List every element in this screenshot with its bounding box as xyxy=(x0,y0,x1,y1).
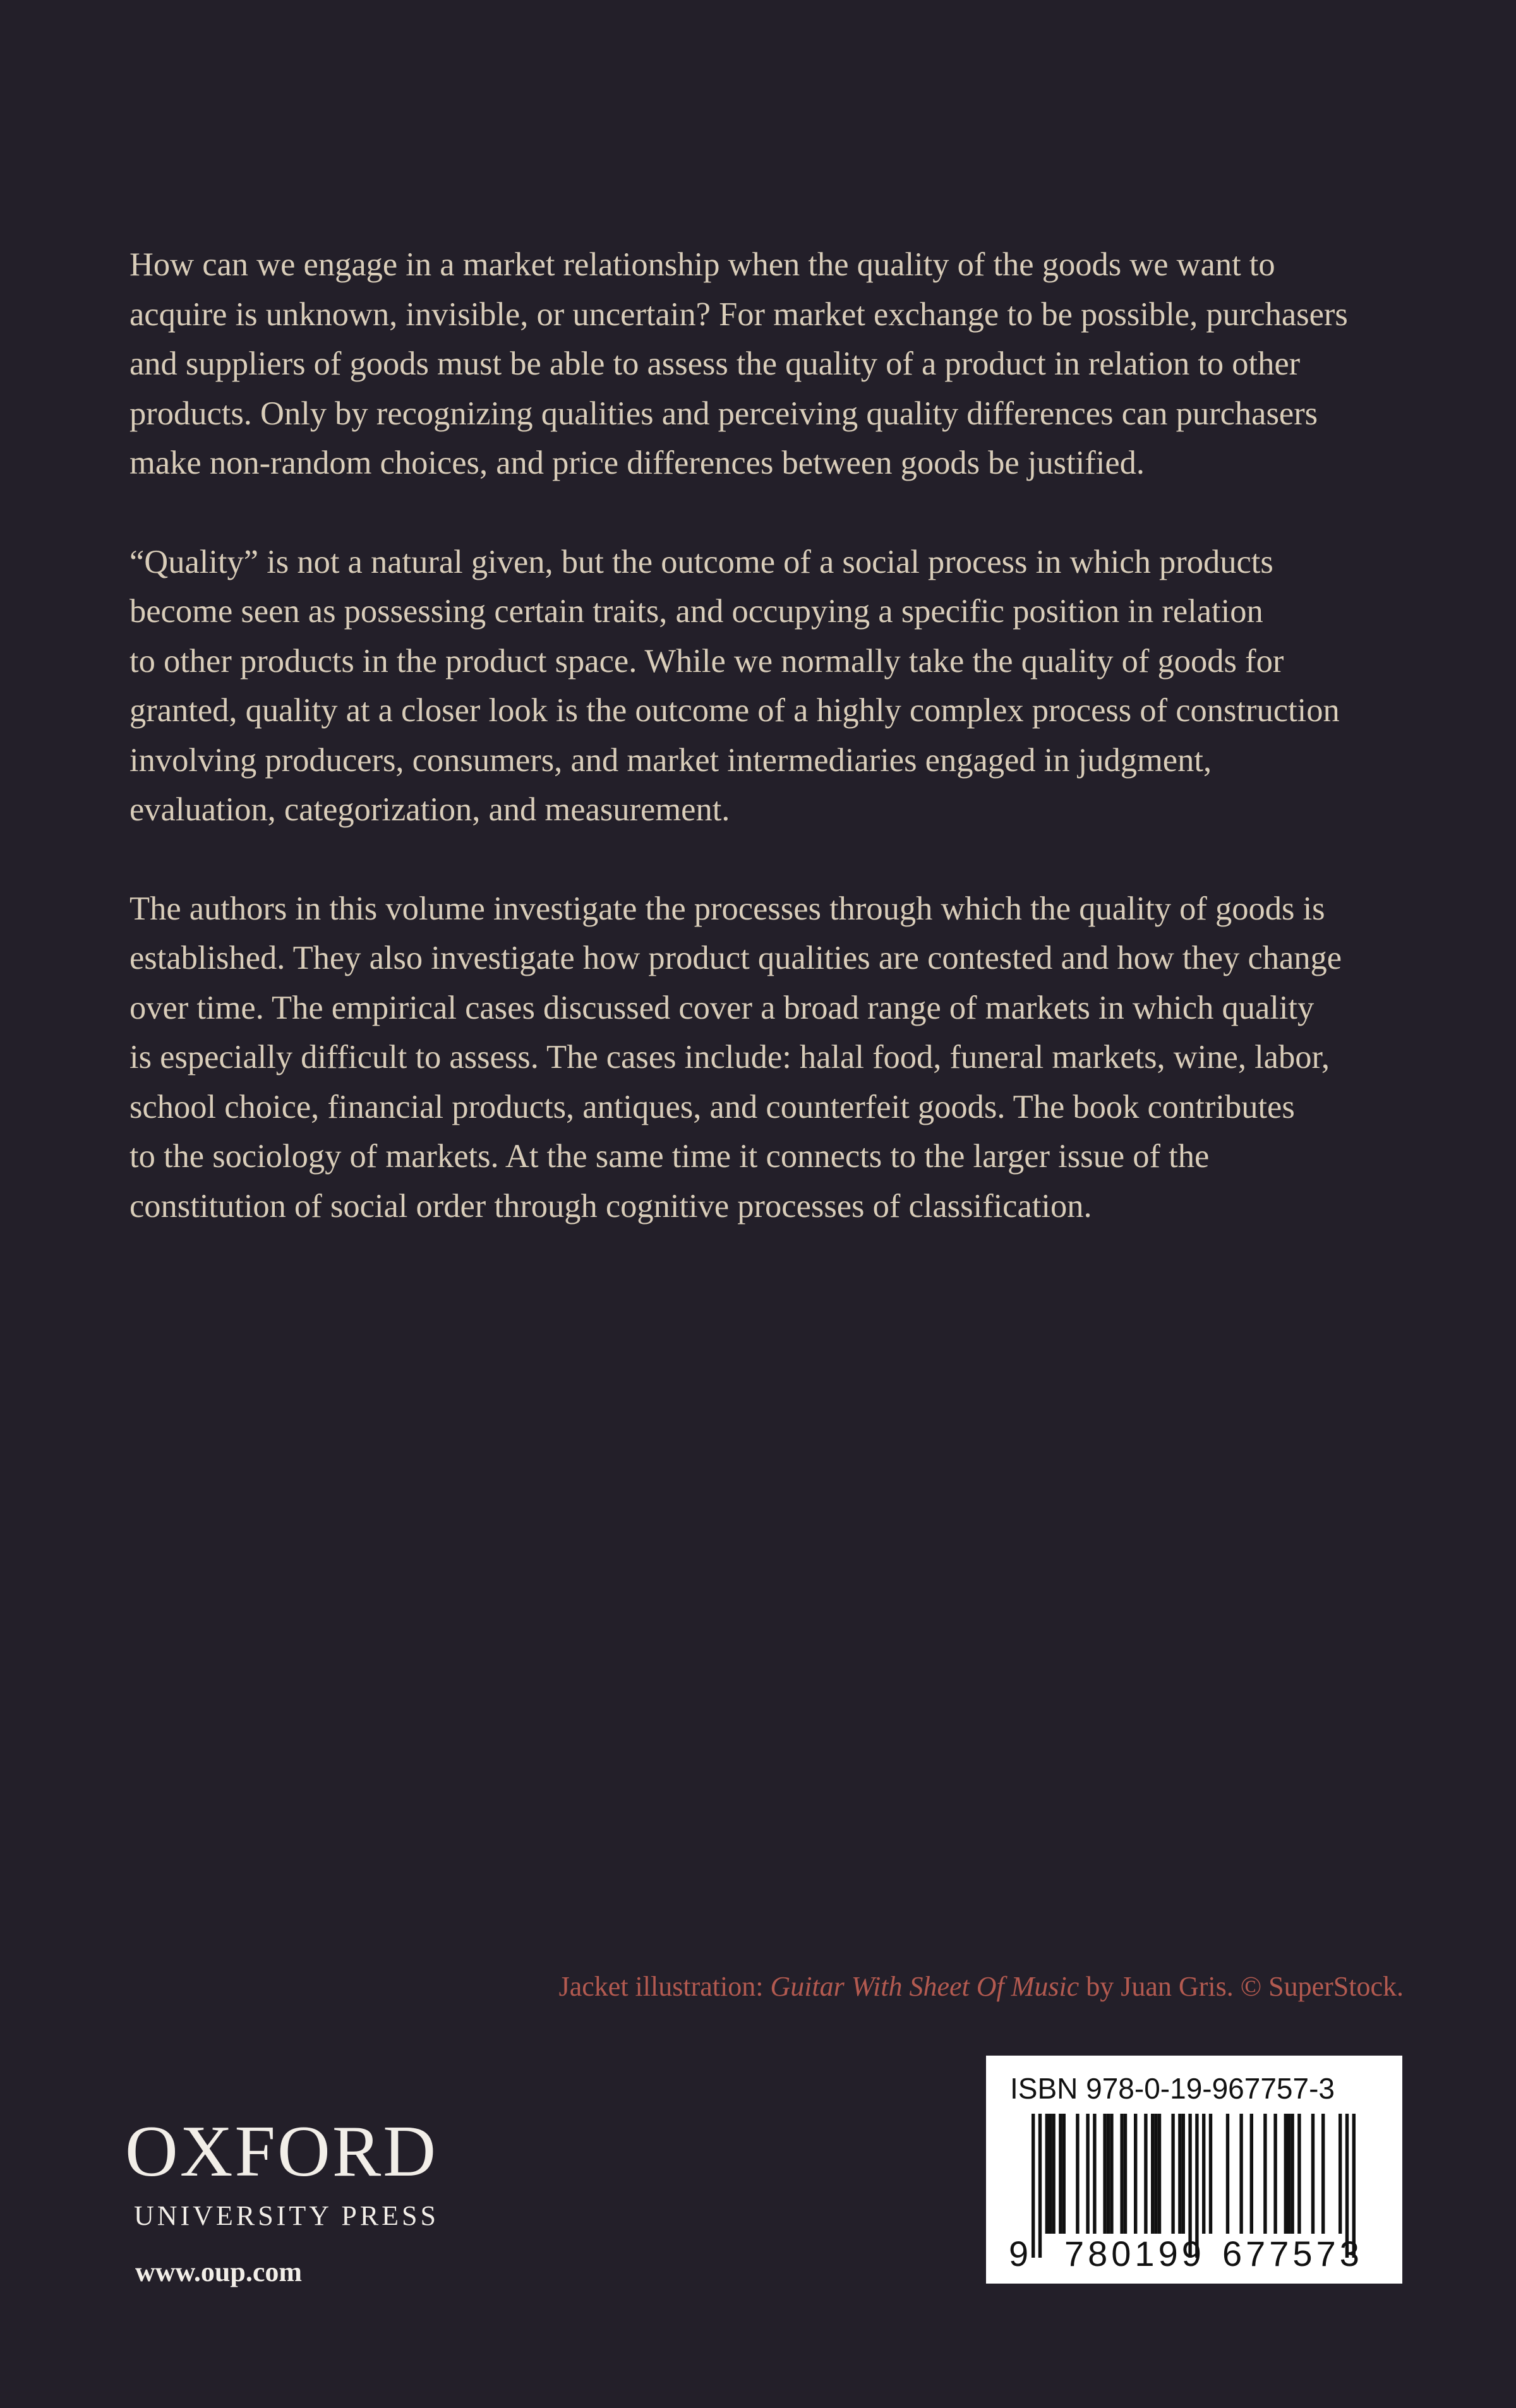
barcode-bar xyxy=(1086,2114,1089,2234)
barcode-bar xyxy=(1209,2114,1212,2234)
barcode-lead-digit: 9 xyxy=(1009,2234,1033,2273)
barcode-bar xyxy=(1171,2114,1174,2234)
barcode-bar xyxy=(1038,2114,1042,2258)
barcode-bar xyxy=(1045,2114,1049,2234)
blurb-paragraph-1: How can we engage in a market relationship when the quality of the goods we want to acquire is unknown, invisible, or uncertain? For market exchange to be possible, purchasers and suppliers of goods must be able to assess the quality of a product in relation to other products. Only by recognizing qualities and perceiving quality differences can purchasers make non-random choices, and price differences between goods be justified. xyxy=(129,246,1348,481)
isbn-barcode xyxy=(986,2056,1402,2284)
barcode-bar xyxy=(1290,2114,1294,2234)
barcode-bar xyxy=(1062,2114,1066,2234)
barcode-bar xyxy=(1287,2114,1290,2234)
barcode-bar xyxy=(1202,2114,1205,2234)
credit-prefix: Jacket illustration: xyxy=(558,1971,771,2002)
barcode-bar xyxy=(1076,2114,1079,2234)
barcode-bar xyxy=(1151,2114,1154,2234)
barcode-bar xyxy=(1311,2114,1314,2234)
blurb-paragraph-2: “Quality” is not a natural given, but the outcome of a social process in which products become seen as possessing certain traits, and occupying a specific position in relation to other products in the product space. While we normally take the quality of goods for granted, quality at a closer look is the outcome of a highly complex process of construction involving producers, consumers, and market intermediaries engaged in judgment, evaluation, categorization, and measurement. xyxy=(129,543,1340,828)
blurb-paragraph-3: The authors in this volume investigate the processes through which the quality of goods is established. They also investigate how product qualities are contested and how they change over time. The empirical cases discussed cover a broad range of markets in which quality is especially difficult to assess. The cases include: halal food, funeral markets, wine, labor, school choice, financial products, antiques, and counterfeit goods. The book contributes to the sociology of markets. At the same time it connects to the larger issue of the constitution of social order through cognitive processes of classification. xyxy=(129,890,1342,1225)
barcode-bar xyxy=(1093,2114,1096,2234)
credit-suffix: by Juan Gris. © SuperStock. xyxy=(1079,1971,1404,2002)
barcode-bar xyxy=(1339,2114,1342,2234)
barcode-left-digits: 780199 xyxy=(1064,2234,1205,2273)
credit-artwork-title: Guitar With Sheet Of Music xyxy=(770,1971,1080,2002)
barcode-bar xyxy=(1263,2114,1266,2234)
barcode-bar xyxy=(1321,2114,1325,2234)
barcode-bar xyxy=(1226,2114,1229,2234)
oxford-university-press-logo xyxy=(125,2111,495,2232)
barcode-bar xyxy=(1239,2114,1242,2234)
barcode-bar xyxy=(1178,2114,1181,2234)
barcode-bar xyxy=(1284,2114,1287,2234)
barcode-bar xyxy=(1049,2114,1052,2234)
barcode-bar xyxy=(1250,2114,1253,2234)
blurb-text xyxy=(129,240,1418,1280)
barcode-bar xyxy=(1144,2114,1147,2234)
barcode-bar xyxy=(1158,2114,1161,2234)
barcode-bar xyxy=(1052,2114,1055,2234)
barcode-bar xyxy=(1154,2114,1157,2234)
barcode-bar xyxy=(1110,2114,1113,2234)
barcode-bar xyxy=(1107,2114,1110,2234)
publisher-website: www.oup.com xyxy=(135,2256,303,2287)
jacket-illustration-credit xyxy=(559,1969,1404,2004)
barcode-bar xyxy=(1273,2114,1277,2234)
barcode-bar xyxy=(1134,2114,1137,2234)
barcode-right-digits: 677573 xyxy=(1222,2234,1363,2273)
publisher-name: OXFORD xyxy=(125,2111,438,2192)
isbn-label: ISBN 978-0-19-967757-3 xyxy=(1010,2072,1335,2105)
barcode-bar xyxy=(1059,2114,1062,2234)
barcode-bar xyxy=(1103,2114,1106,2234)
barcode-bar xyxy=(1124,2114,1127,2234)
barcode-bar xyxy=(1182,2114,1185,2234)
publisher-subname: UNIVERSITY PRESS xyxy=(134,2200,439,2231)
barcode-bar xyxy=(1297,2114,1301,2234)
barcode-bar xyxy=(1120,2114,1123,2234)
